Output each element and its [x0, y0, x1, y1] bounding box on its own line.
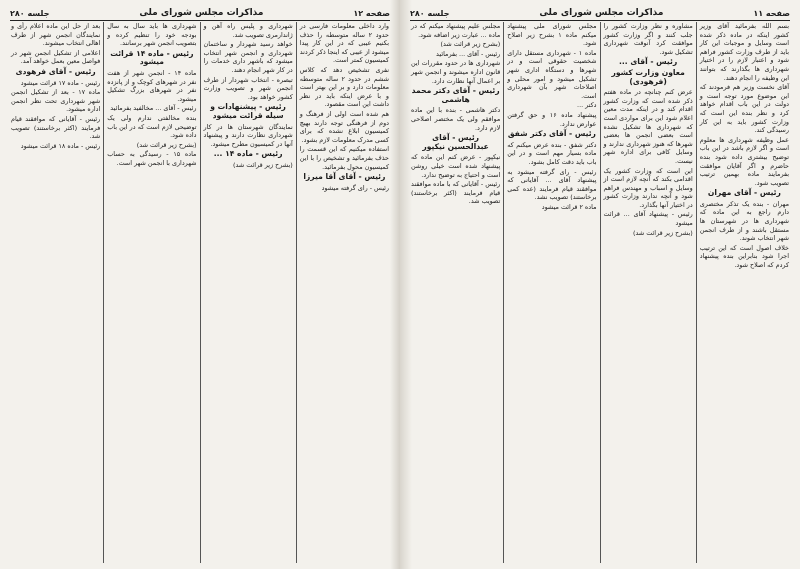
paragraph: نیکپور - عرض کنم این ماده که پیشنهاد شده است خیلی روشن است و احتیاج به توضیح ندارد. — [411, 153, 501, 179]
paragraph: نمایندگان شهرستان ها در کار شهرداری نظارت دارند و پیشنهاد آنها در کمیسیون مطرح میشود. — [203, 122, 293, 148]
paragraph: این است که وزارت کشور یک اقدامی بکند که آنچه لازم است از وسایل و اسباب و مهندس فراهم شود و آنچه ندارند وزارت کشور در اختیار آنها بگذارد. — [603, 166, 693, 209]
paragraph: هم شده است اولی از فرهنگ و دوم از فرهنگی توجه دارند بهیچ کمیسیون ابلاغ نشده که برای کسی مدرک معلومات لازم بشود. — [299, 109, 389, 144]
text-column — [503, 22, 599, 563]
paragraph: بعد از حل این ماده اعلام رأی و نمایندگان انجمن شهر از طرف اهالی انتخاب میشوند. — [11, 22, 101, 48]
right-page — [400, 0, 800, 569]
text-column — [600, 22, 696, 563]
paragraph: رئیس - پیشنهاد آقای ... قرائت میشود — [603, 210, 693, 228]
text-column — [696, 22, 792, 563]
paragraph: استفاده میکنیم که این قسمت را حذف بفرمائید و تشخیص را با این کمیسیون محول بفرمائید. — [299, 145, 389, 171]
paragraph: تبصره - انتخاب شهردار از طرف انجمن شهر و تصویب وزارت کشور خواهد بود. — [203, 75, 293, 101]
paragraph: عمل وظیفه شهرداری ها معلوم است و اگر لازم باشد در این باب توضیح بیشتری داده شود بنده حاضرم و اگر آقایان موافقت بفرمایند ماده بهمین ترتیب تصویب شود. — [699, 135, 789, 187]
paragraph: (بشرح زیر قرائت شد) — [440, 40, 501, 49]
text-column — [200, 22, 296, 563]
publication-title: مذاکرات مجلس شورای ملی — [139, 8, 264, 18]
paragraph: اعلامی از تشکیل انجمن شهر در فواصل معین بعمل خواهد آمد. — [11, 48, 101, 66]
paragraph: رئیس - ماده ۱۷ قرائت میشود — [20, 78, 101, 87]
speaker-heading: رئیس - آقای آقا میرزا — [303, 172, 386, 182]
paragraph: خواهد رسید شهردار و ساختمان شهرداری و انجمن شهر انتخاب میشود که باشهر داری خدمات را در کار شهر انجام دهند. — [203, 40, 293, 74]
paragraph: بسم الله بفرمائید آقای وزیر کشور اینکه در ماده ذکر شده است وسایل و موجبات این کار باید از طرف وزارت کشور فراهم شود و اعتبار لازم را در اختیار شهرداری ها بگذارند که بتوانند این وظیفه را انجام دهند. — [699, 22, 789, 82]
paragraph: مجلس شورای ملی پیشنهاد میکنم ماده ۱ بشرح زیر اصلاح شود. — [507, 22, 597, 48]
page-number: صفحه ۱۲ — [353, 8, 390, 18]
paragraph: (بشرح زیر قرائت شد) — [136, 140, 197, 149]
paragraph: مشاوره و نظر وزارت کشور را جلب کنند و اگر وزارت کشور موافقت کرد آنوقت شهرداری تشکیل شود. — [603, 22, 693, 56]
text-column — [296, 22, 392, 563]
paragraph: نفری تشخیص دهد که کلاس ششم در حدود ۲ ساله متوسطه معلومات دارد و بر این بهتر است و با عرض اینکه باید در نظر داشت این است مقصود. — [299, 65, 389, 109]
page-header — [410, 6, 790, 21]
speaker-heading: معاون وزارت کشور (فرهودی) — [611, 67, 685, 86]
speaker-heading: رئیس - ماده ۱۴ ... — [213, 149, 283, 159]
speaker-heading: رئیس - آقای عبدالحسین نیکپور — [422, 133, 489, 151]
text-column — [8, 22, 103, 563]
speaker-heading: رئیس - آقای ... — [619, 57, 678, 67]
paragraph: آقای نخست وزیر هم فرمودند که این موضوع مورد توجه است و دولت در این باب اقدام خواهد کرد و نظر بنده این است که وزارت کشور باید به این کار رسیدگی کند. — [699, 83, 789, 135]
paragraph: مهران - بنده یک تذکر مختصری دارم راجع به این ماده که شهرداری ها در شهرستان ها مستقل باشند و از طرف انجمن شهر انتخاب شوند. — [699, 199, 789, 243]
paragraph: رئیس - آقایانی که موافقند قیام فرمایند (اکثر برخاستند) تصویب شد. — [11, 114, 101, 141]
paragraph: ماده ۱۴ - انجمن شهر از هفت نفر در شهرهای کوچک و از پانزده نفر در شهرهای بزرگ تشکیل میشود. — [107, 68, 197, 103]
paragraph: دکتر شفق - بنده عرض میکنم که ماده بسیار مهم است و در این باب باید دقت کامل بشود. — [507, 140, 597, 166]
session-number: جلسه ۲۸۰ — [410, 8, 450, 18]
text-column — [408, 22, 503, 563]
paragraph: دکتر ... — [577, 101, 597, 110]
paragraph: (بشرح زیر قرائت شد) — [633, 228, 693, 237]
paragraph: رئیس - رای گرفته میشود به پیشنهاد آقای ... آقایانی که موافقند قیام فرمایند (عده کمی برخاستند) تصویب نشد. — [507, 167, 597, 202]
paragraph: ماده ۱۷ - بعد از تشکیل انجمن شهر شهرداری تحت نظر انجمن اداره میشود. — [11, 88, 101, 114]
speaker-heading: رئیس - آقای مهران — [707, 188, 781, 198]
paragraph: رئیس - آقای ... مخالفید بفرمائید — [110, 104, 197, 113]
speaker-heading: رئیس - ماده ۱۴ قرائت میشود — [110, 48, 194, 67]
speaker-heading: رئیس - آقای دکتر شفق — [507, 129, 596, 139]
paragraph: خلاف اصول است که این ترتیب اجرا شود بنابراین بنده پیشنهاد کردم که اصلاح شود. — [699, 243, 789, 270]
paragraph: پیشنهاد ماده ۱۶ و حق گرفتن عوارض ندارد. — [507, 110, 597, 128]
speaker-heading: رئیس - آقای فرهودی — [15, 66, 96, 76]
paragraph: (بشرح زیر قرائت شد) — [233, 160, 293, 169]
paragraph: ماده ۱۵ - رسیدگی به حساب شهرداری با انجمن شهر است. — [107, 150, 197, 167]
paragraph: ماده ۲ قرائت میشود — [541, 202, 597, 211]
paragraph: رئیس - آقای ... بفرمائید — [436, 49, 501, 58]
paragraph: وارد داخلی معلومات فارسی در حدود ۲ ساله متوسطه را حذف بکنیم عیبی که در این کار پیدا میشود از عیبی که اینجا ذکر کردند کمیسیون کمتر است. — [299, 22, 389, 65]
publication-title: مذاکرات مجلس شورای ملی — [539, 8, 664, 18]
paragraph: دکتر هاشمی - بنده با این ماده موافقم ولی یک مختصر اصلاحی لازم دارد. — [411, 106, 501, 132]
paragraph: مجلس علیم پیشنهاد میکنم که در ماده ... عبارت زیر اضافه شود. — [411, 22, 501, 39]
paragraph: عرض کنم چنانچه در ماده هفتم ذکر شده است که وزارت کشور اقدام کند و در اینکه مدت معین اعلام شود این برای مواردی است که شهرداری ها تشکیل نشده است بعضی انجمن ها بعضی شهرها که هنوز شهرداری ندارند و وسایل کافی برای اداره شهر نیست. — [603, 88, 693, 165]
paragraph: شهرداری ها در حدود مقررات این قانون اداره میشوند و انجمن شهر بر اعمال آنها نظارت دارد. — [411, 59, 501, 85]
session-number: جلسه ۲۸۰ — [10, 8, 50, 18]
page-number: صفحه ۱۱ — [753, 8, 790, 18]
text-column — [103, 22, 199, 563]
speaker-heading: رئیس - آقای دکتر محمد هاشمی — [411, 86, 500, 104]
paragraph: بنده مخالفتی ندارم ولی یک توضیحی لازم است که در این باب داده شود. — [107, 113, 197, 140]
paragraph: شهرداری ها باید سال به سال بودجه خود را تنظیم کرده و بتصویب انجمن شهر برسانند. — [107, 22, 197, 48]
paragraph: رئیس - رای گرفته میشود — [321, 183, 389, 192]
paragraph: رئیس - ماده ۱۸ قرائت میشود — [20, 141, 101, 150]
paragraph: ماده ۱ - شهرداری مستقل دارای شخصیت حقوقی است و در شهرها و دستگاه اداری شهر تشکیل میشود و امور محلی و اصلاحات شهر بآن شهرداری است. — [507, 48, 597, 100]
page-header — [10, 6, 390, 21]
paragraph: رئیس - آقایانی که با ماده موافقند قیام فرمایند (اکثر برخاستند) تصویب شد. — [411, 180, 501, 206]
speaker-heading: رئیس - پیشنهادات و سیله قرائت میشود — [210, 102, 286, 120]
paragraph: شهرداری و پلیس راه آهن و ژاندارمری تصویب شد. — [203, 22, 293, 39]
